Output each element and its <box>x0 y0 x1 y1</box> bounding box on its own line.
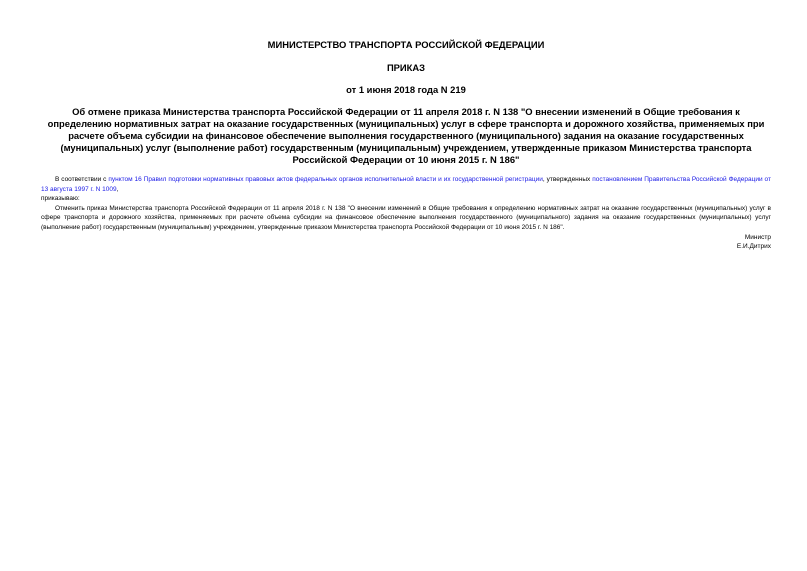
order-title: Об отмене приказа Министерства транспорта Российской Федерации от 11 апреля 2018 г. N 138 "О внесении изменений в Общие требования к определению нормативных затрат на оказание государственных (муниципальных) услуг в сфере транспорта и дорожного хозяйства, применяемых при расчете объема субсидии на финансовое обеспечение выполнения государственного (муниципального) задания на оказание государственных (муниципальных) услуг (выполнение работ) государственным (муниципальным) учреждением, утвержденные приказом Министерства транспорта Российской Федерации от 10 июня 2015 г. N 186" <box>47 106 765 165</box>
order-verb: приказываю: <box>41 195 80 203</box>
ministry-heading: МИНИСТЕРСТВО ТРАНСПОРТА РОССИЙСКОЙ ФЕДЕРАЦИИ <box>267 39 545 50</box>
order-date: от 1 июня 2018 года N 219 <box>346 84 466 95</box>
body-paragraph: Отменить приказ Министерства транспорта Российской Федерации от 11 апреля 2018 г. N 138 "О внесении изменений в Общие требования к определению нормативных затрат на оказание государственных (муниципальных) услуг в сфере транспорта и дорожного хозяйства, применяемых при расчете объема субсидии на финансовое обеспечение выполнения государственного (муниципального) задания на оказание государственных (муниципальных) услуг (выполнение работ) государственным (муниципальным) учреждением, утвержденные приказом Министерства транспорта Российской Федерации от 10 июня 2015 г. N 186". <box>41 204 771 231</box>
order-heading: ПРИКАЗ <box>386 62 426 73</box>
preamble-text-3: , <box>116 185 119 193</box>
government-decree-link[interactable]: постановлением Правительства Российской Федерации от 13 августа 1997 г. N 1009 <box>41 176 771 193</box>
preamble-text-2: , утвержденных <box>542 176 593 183</box>
signature-name: Е.И.Дитрих <box>736 243 771 251</box>
preamble-text-1: В соответствии с <box>55 176 109 183</box>
signature-position: Министр <box>744 233 771 241</box>
preamble-paragraph <box>41 175 771 194</box>
rules-link[interactable]: пунктом 16 Правил подготовки нормативных правовых актов федеральных органов исполнительной власти и их государственной регистрации <box>108 176 543 183</box>
